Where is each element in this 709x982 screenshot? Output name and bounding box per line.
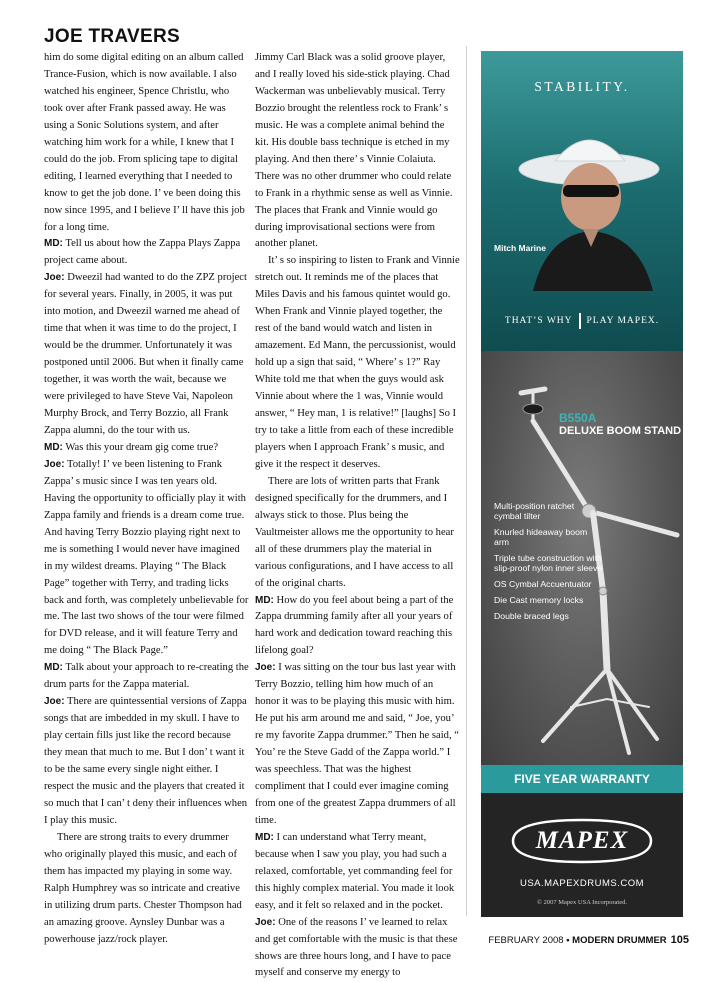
speaker-label: MD: [44, 662, 63, 674]
ad-product-panel [481, 351, 683, 765]
paragraph-text: I was sitting on the tour bus last year with Terry Bozzio, telling him how much of an honor it was to be playing this music with him. He put his arm around me and said, “ Joe, you’ re my favorite Zappa drummer.” Then he said, “ You’ re the Steve Gadd of the Zappa world.” I was speechless. That was the highest compliment that I could ever imagine coming from one of the greatest Zappa drummers of all time. [255, 662, 459, 826]
feature-item: Triple tube construction with slip-proof nylon inner sleeve [494, 553, 603, 573]
paragraph-text: How do you feel about being a part of the Zappa drumming family after all your years of hard work and dedication toward reaching this lifelong goal? [255, 594, 454, 657]
page-header-title: JOE TRAVERS [44, 26, 180, 47]
speaker-label: MD: [44, 441, 63, 453]
logo-wordmark: MAPEX [535, 827, 629, 854]
speaker-label: MD: [255, 831, 274, 843]
page-number: 105 [670, 934, 689, 946]
article-paragraph [255, 830, 460, 915]
article-paragraph [255, 474, 460, 593]
article-paragraph [44, 830, 249, 949]
footer-separator: • [563, 935, 573, 946]
footer-magazine: MODERN DRUMMER [572, 935, 667, 946]
drummer-photo [503, 111, 663, 291]
paragraph-text: There are quintessential versions of Zappa songs that are imbedded in my skull. I have to play certain fills just like the record because they mean that much to me. But I don’ t want it to be the same every single night either. I respect the music and the players that created it so much that I can’ t deny their influences when I play this music. [44, 696, 248, 826]
article-paragraph [44, 440, 249, 457]
speaker-label: Joe: [255, 916, 276, 928]
speaker-label: Joe: [255, 662, 276, 674]
paragraph-text: I can understand what Terry meant, because when I saw you play, you had such a relaxed, comfortable, yet commanding feel for this highly complex material. You made it look easy, and it felt so relaxed and in the pocket. [255, 831, 455, 911]
article-paragraph [44, 457, 249, 660]
tagline-left: THAT’S WHY [504, 316, 573, 327]
paragraph-text: Dweezil had wanted to do the ZPZ project for several years. Finally, in 2005, it was put into motion, and Dweezil warned me ahead of time that when it was time to do the project, I would be the drummer. Unfortunately it was postponed until 2006. But when it finally came together, it was worth the wait, because we were privileged to have Steve Vai, Napoleon Murphy Brock, and Terry Bozzio, all Frank Zappa alumni, do the tour with us. [44, 272, 247, 436]
speaker-label: MD: [255, 594, 274, 606]
ad-tagline [481, 313, 683, 329]
paragraph-text: him do some digital editing on an album called Trance-Fusion, which is now available. I also watched his engineer, Spence Christlu, who took over after Frank passed away. He was using a Sonic Solutions system, and after watching him work for a while, I knew that I could do the job. From splicing tape to digital editing, I learned everything that I needed to know to get the job done. I’ ve been doing this now since 1995, and I believe I’ ll have this job for a long time. [44, 52, 245, 233]
product-name: DELUXE BOOM STAND [559, 425, 682, 437]
paragraph-text: Tell us about how the Zappa Plays Zappa project came about. [44, 238, 241, 267]
article-paragraph [255, 915, 460, 982]
article-paragraph [44, 270, 249, 440]
product-model: B550A [559, 411, 597, 425]
footer-issue: FEBRUARY 2008 [488, 935, 564, 946]
ad-person-name: Mitch Marine [494, 243, 546, 253]
speaker-label: Joe: [44, 458, 65, 470]
feature-item: Knurled hideaway boom arm [494, 527, 588, 547]
paragraph-text: There are lots of written parts that Frank designed specifically for the drummers, and I always stick to those. Plus being the Vaultmeister allows me the opportunity to hear all of these drummers play the material in various configurations, and I have access to all of the original charts. [255, 475, 454, 589]
article-column-2 [255, 50, 460, 982]
ad-url: USA.MAPEXDRUMS.COM [519, 878, 645, 889]
warranty-banner: FIVE YEAR WARRANTY [481, 765, 683, 793]
ad-copyright: © 2007 Mapex USA Incorporated. [537, 899, 627, 906]
paragraph-text: Talk about your approach to re-creating the drum parts for the Zappa material. [44, 662, 249, 691]
mapex-advertisement [481, 51, 683, 917]
paragraph-text: Totally! I’ ve been listening to Frank Zappa’ s music since I was ten years old. Having the opportunity to officially play it with Zappa family and friends is a dream come true. And having Terry Bozzio playing right next to me is something I would never have imagined in my wildest dreams. Playing “ The Black Page” together with Terry, and trading licks back and forth, was completely unbelievable for me. The last two shows of the tour were filmed for DVD release, and it will feature Terry and me doing “ The Black Page.” [44, 458, 249, 657]
article-paragraph [255, 50, 460, 253]
column-divider [466, 46, 467, 916]
ad-brand-panel [481, 793, 683, 917]
feature-item: Double braced legs [494, 611, 569, 621]
page-footer [488, 934, 689, 946]
speaker-label: Joe: [44, 272, 65, 284]
speaker-label: Joe: [44, 696, 65, 708]
feature-list [494, 501, 604, 627]
article-paragraph [44, 236, 249, 270]
feature-item: OS Cymbal Accuentuator [494, 579, 592, 589]
speaker-label: MD: [44, 238, 63, 250]
article-paragraph [255, 660, 460, 830]
article-paragraph [44, 50, 249, 236]
article-paragraph [44, 660, 249, 694]
ad-headline: STABILITY. [534, 79, 630, 94]
article-paragraph [255, 593, 460, 661]
feature-item: Multi-position ratchet cymbal tilter [494, 501, 575, 521]
ad-photo-panel [481, 51, 683, 351]
paragraph-text: Was this your dream gig come true? [62, 441, 219, 453]
article-paragraph [255, 253, 460, 473]
paragraph-text: It’ s so inspiring to listen to Frank and Vinnie stretch out. It reminds me of the places that Miles Davis and his famous quintet would go. When Frank and Vinnie played together, the rest of the band would watch and listen in amazement. Ed Mann, the percussionist, would hold up a sign that said, “ Where’ s 1?” Ray White told me that when the guys would ask Vinnie about where the 1 was, Vinnie would answer, “ Hey man, 1 is relative!” [laughs] So I try to take a little from each of these incredible players when I approach Frank’ s music, and give it the respect it deserves. [255, 255, 460, 470]
tagline-right: PLAY MAPEX. [586, 316, 660, 327]
article-column-1 [44, 50, 249, 949]
tagline-separator [579, 313, 581, 329]
feature-item: Die Cast memory locks [494, 595, 584, 605]
paragraph-text: Jimmy Carl Black was a solid groove player, and I really loved his side-stick playing. Chad Wackerman was unbelievably musical. Terry Bozzio brought the relentless rock to Frank’ s music. He was a complete animal behind the kit. His double bass technique is etched in my playing. And then there’ s Vinnie Colaiuta. There was no other drummer who could relate to Frank in a rhythmic sense as well as Vinnie. The places that Frank and Vinnie would go during improvisational sections were from another planet. [255, 52, 453, 250]
article-paragraph [44, 694, 249, 830]
mapex-logo [507, 814, 657, 868]
paragraph-text: One of the reasons I’ ve learned to relax and get comfortable with the music is that these shows are three hours long, and I have to pace myself and conserve my energy to [255, 916, 458, 979]
paragraph-text: There are strong traits to every drummer who originally played this music, and each of them has impacted my playing in some way. Ralph Humphrey was so intricate and creative in utilizing drum parts. Chester Thompson had an amazing groove. Aynsley Dunbar was a powerhouse jazz/rock player. [44, 831, 242, 945]
